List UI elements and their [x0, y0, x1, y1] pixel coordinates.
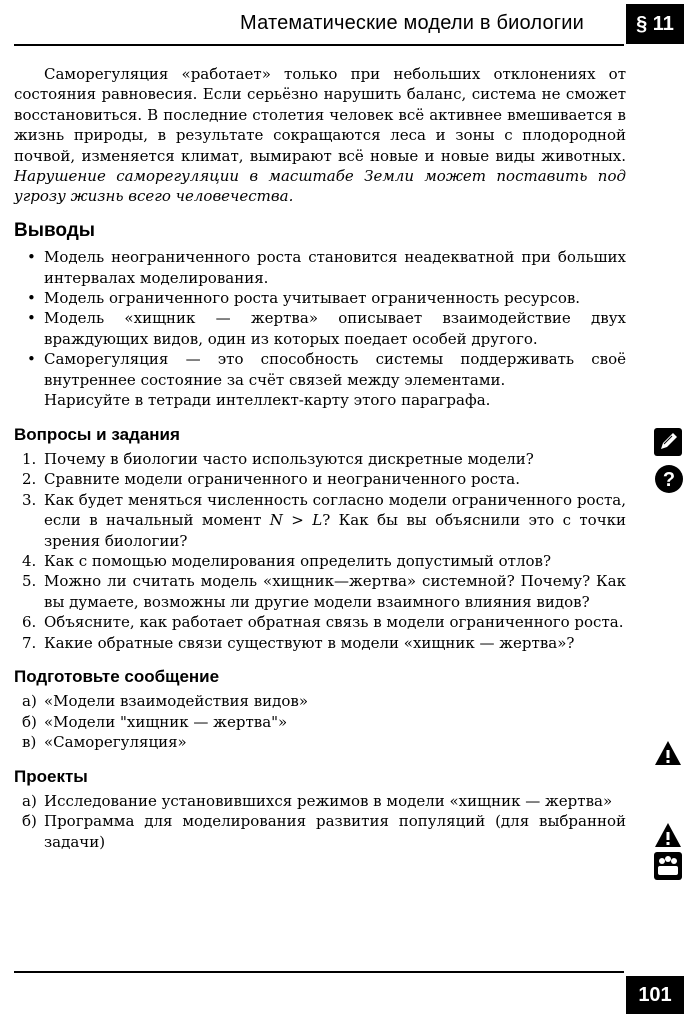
- report-heading: Подготовьте сообщение: [14, 666, 220, 686]
- question-icon: [654, 464, 684, 494]
- item-letter: в): [22, 733, 37, 752]
- question-item: [14, 633, 626, 653]
- question-item: [14, 490, 626, 551]
- mind-map-task: Нарисуйте в тетради интеллект-карту этого параграфа.: [44, 391, 491, 410]
- question-text: Сравните модели ограниченного и неограниченного роста.: [44, 470, 521, 489]
- item-letter: а): [22, 692, 37, 711]
- intro-paragraph: [14, 64, 626, 207]
- warning-icon: [654, 822, 682, 848]
- project-item: [14, 791, 626, 811]
- section-badge: § 11: [626, 4, 684, 44]
- svg-text:?: ?: [662, 469, 676, 491]
- question-item: [14, 571, 626, 612]
- intro-italic: Нарушение саморегуляции в масштабе Земли может поставить под угрозу жизнь всего человечества.: [14, 167, 626, 206]
- questions-heading: Вопросы и задания: [14, 424, 180, 444]
- question-text: Как будет меняться численность согласно модели ограниченного роста, если в начальный момент: [44, 490, 626, 530]
- conclusions-heading: Выводы: [14, 219, 96, 241]
- project-item: [14, 811, 626, 852]
- question-number: 1.: [22, 449, 37, 468]
- question-text: Можно ли считать модель «хищник—жертва» системной? Почему? Как вы думаете, возможны ли другие модели взаимного влияния видов?: [44, 572, 626, 611]
- item-letter: б): [22, 712, 37, 731]
- question-item: [14, 469, 626, 489]
- question-item: [14, 612, 626, 632]
- question-item: [14, 449, 626, 469]
- question-text: ? Как бы вы объяснили это с точки зрения биологии?: [44, 511, 626, 550]
- questions-list: [14, 449, 626, 653]
- report-item: [14, 732, 626, 752]
- question-number: 3.: [22, 490, 37, 509]
- question-text: Какие обратные связи существуют в модели «хищник — жертва»?: [44, 633, 575, 652]
- projects-heading: Проекты: [14, 766, 88, 786]
- item-text: «Саморегуляция»: [44, 733, 187, 752]
- intro-text: Саморегуляция «работает» только при небольших отклонениях от состояния равновесия. Если серьёзно нарушить баланс, система не сможет восстановиться. В последние столетия человек всё активнее вмешивается в жизнь природы, в результате сокращаются леса и зоны с плодородной почвой, изменяется климат, вымирают всё новые и новые виды животных.: [14, 65, 626, 165]
- header-rule: [14, 44, 624, 46]
- warning-icon: [654, 740, 682, 766]
- report-item: [14, 691, 626, 711]
- item-text: Программа для моделирования развития популяций (для выбранной задачи): [44, 812, 626, 851]
- report-list: [14, 691, 626, 752]
- question-text: Объясните, как работает обратная связь в модели ограниченного роста.: [44, 613, 624, 632]
- item-letter: б): [22, 812, 37, 831]
- running-header: Математические модели в биологии: [240, 12, 585, 34]
- item-text: Исследование установившихся режимов в модели «хищник — жертва»: [44, 792, 613, 810]
- question-number: 4.: [22, 551, 37, 570]
- footer-rule: [14, 971, 624, 973]
- item-text: «Модели "хищник — жертва"»: [44, 712, 288, 731]
- item-text: «Модели взаимодействия видов»: [44, 692, 309, 711]
- question-number: 6.: [22, 613, 37, 632]
- item-letter: а): [22, 792, 37, 810]
- group-icon: [654, 852, 682, 880]
- question-item: [14, 551, 626, 571]
- page-number: 101: [626, 976, 684, 1014]
- list-item: • Саморегуляция — это способность системы поддерживать своё внутреннее состояние за счёт связей между элементами.: [14, 349, 626, 390]
- math-expression: N > L: [269, 511, 323, 530]
- question-number: 7.: [22, 633, 37, 652]
- report-item: [14, 712, 626, 732]
- list-item: • Модель «хищник — жертва» описывает взаимодействие двух враждующих видов, один из которых поедает особей другого.: [14, 308, 626, 349]
- question-number: 5.: [22, 572, 37, 591]
- projects-list: [14, 791, 626, 852]
- question-text: Как с помощью моделирования определить допустимый отлов?: [44, 551, 552, 570]
- list-item: • Модель неограниченного роста становится неадекватной при больших интервалах моделирования.: [14, 247, 626, 288]
- page-content: [14, 64, 626, 852]
- question-text: Почему в биологии часто используются дискретные модели?: [44, 449, 534, 468]
- question-number: 2.: [22, 470, 37, 489]
- pencil-icon: [654, 428, 682, 456]
- conclusions-list: [14, 247, 626, 390]
- list-item: • Модель ограниченного роста учитывает ограниченность ресурсов.: [14, 288, 626, 308]
